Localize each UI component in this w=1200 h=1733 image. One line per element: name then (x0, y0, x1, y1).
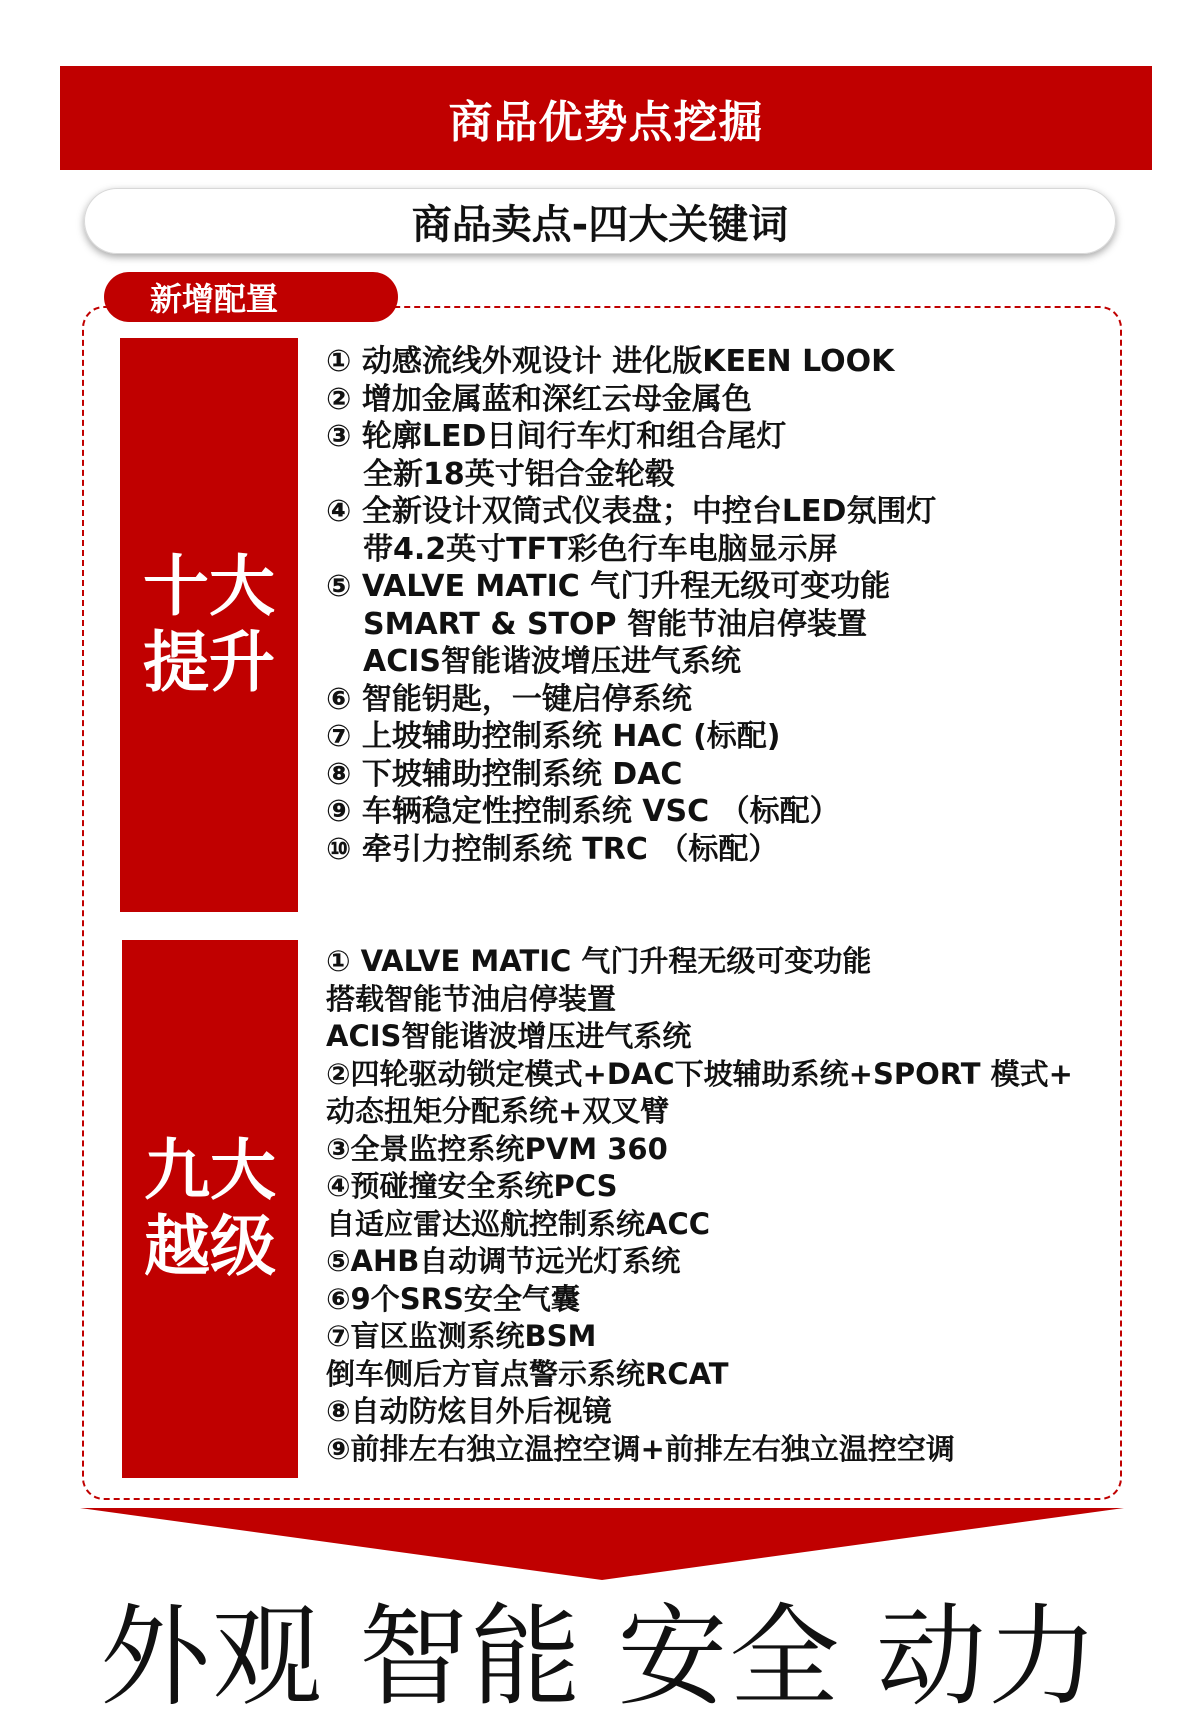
feature-line: ④预碰撞安全系统PCS (326, 1169, 618, 1203)
feature-line: ⑥9个SRS安全气囊 (326, 1281, 580, 1316)
feature-line: ⑤AHB自动调节远光灯系统 (326, 1244, 681, 1278)
section1-side-label-line2: 提升 (143, 624, 275, 701)
feature-line: ⑦盲区监测系统BSM (326, 1319, 597, 1353)
feature-line: ③全景监控系统PVM 360 (326, 1131, 668, 1166)
page-title: 商品优势点挖掘 (60, 66, 1152, 170)
feature-line: 动态扭矩分配系统+双叉臂 (326, 1094, 670, 1128)
feature-line: ⑨前排左右独立温控空调+前排左右独立温控空调 (326, 1431, 955, 1466)
section2-feature-list (326, 943, 1073, 1468)
feature-line: ACIS智能谐波增压进气系统 (326, 1019, 692, 1053)
feature-line: 全新18英寸铝合金轮毂 (363, 456, 675, 492)
feature-line: ②四轮驱动锁定模式+DAC下坡辅助系统+SPORT 模式+ (326, 1056, 1073, 1091)
section2-side-label (122, 940, 298, 1478)
section1-side-label (120, 338, 298, 912)
feature-line: 自适应雷达巡航控制系统ACC (326, 1206, 711, 1241)
feature-line: ① 动感流线外观设计 进化版KEEN LOOK (326, 344, 895, 379)
feature-line: ⑨ 车辆稳定性控制系统 VSC （标配） (326, 794, 840, 829)
section2-side-label-line1: 九大 (144, 1132, 276, 1210)
feature-line: ① VALVE MATIC 气门升程无级可变功能 (326, 944, 872, 978)
section1-side-label-line1: 十大 (143, 548, 275, 626)
feature-line: ⑧ 下坡辅助控制系统 DAC (326, 756, 683, 792)
keyword-row (100, 1588, 1100, 1721)
feature-line: ⑥ 智能钥匙，一键启停系统 (326, 681, 692, 717)
keyword-item: 安全 (617, 1593, 842, 1721)
feature-line: SMART & STOP 智能节油启停装置 (363, 606, 867, 642)
feature-line: ACIS智能谐波增压进气系统 (363, 644, 742, 679)
feature-line: ⑤ VALVE MATIC 气门升程无级可变功能 (326, 569, 891, 604)
feature-line: ④ 全新设计双筒式仪表盘；中控台LED氛围灯 (326, 494, 937, 529)
keyword-item: 动力 (875, 1593, 1100, 1721)
section1-feature-list (326, 343, 936, 868)
feature-line: ⑦ 上坡辅助控制系统 HAC (标配) (326, 719, 781, 754)
feature-line: 带4.2英寸TFT彩色行车电脑显示屏 (363, 531, 838, 567)
keyword-item: 外观 (100, 1593, 324, 1721)
section-tag: 新增配置 (104, 272, 398, 322)
feature-line: ③ 轮廓LED日间行车灯和组合尾灯 (326, 419, 787, 454)
feature-line: ② 增加金属蓝和深红云母金属色 (326, 381, 752, 417)
subtitle: 商品卖点-四大关键词 (84, 188, 1116, 254)
keyword-item: 智能 (358, 1593, 583, 1721)
feature-line: ⑧自动防炫目外后视镜 (326, 1394, 612, 1428)
section2-side-label-line2: 越级 (144, 1208, 276, 1285)
feature-line: ⑩ 牵引力控制系统 TRC （标配） (326, 831, 779, 867)
feature-line: 搭载智能节油启停装置 (326, 981, 617, 1016)
feature-line: 倒车侧后方盲点警示系统RCAT (326, 1356, 729, 1391)
